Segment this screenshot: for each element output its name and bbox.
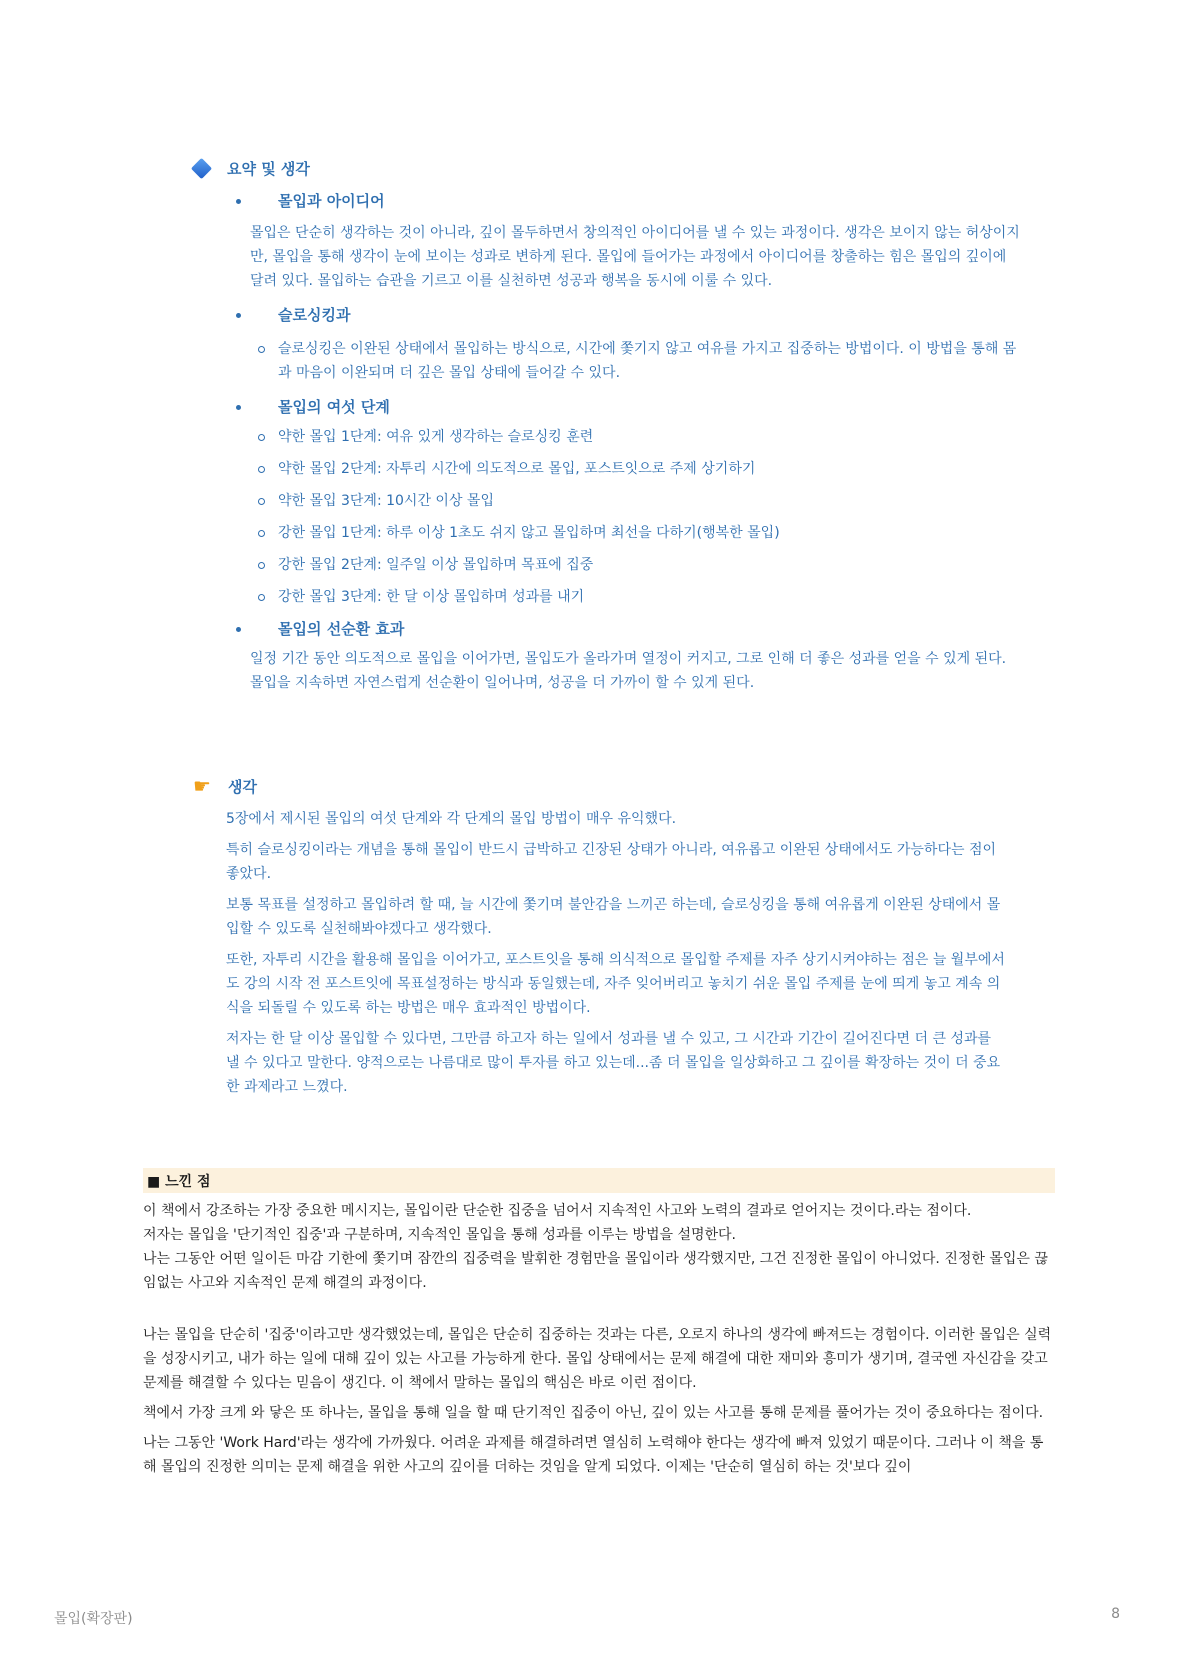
pointing-hand-icon: ☛ (193, 774, 211, 798)
felt-paragraph: 나는 그동안 어떤 일이든 마감 기한에 쫓기며 잠깐의 집중력을 발휘한 경험만을 몰입이라 생각했지만, 그건 진정한 몰입이 아니었다. 진정한 몰입은 끊임없는 사고와 지속적인 문제 해결의 과정이다. (143, 1251, 1048, 1291)
felt-paragraph: 나는 그동안 'Work Hard'라는 생각에 가까웠다. 어려운 과제를 해결하려면 열심히 노력해야 한다는 생각에 빠져 있었기 때문이다. 그러나 이 책을 통해 몰입의 진정한 의미는 문제 해결을 위한 사고의 깊이를 더하는 것임을 알게 되었다. 이제는 '단순히 열심히 하는 것'보다 깊이 (143, 1435, 1044, 1475)
page-number: 8 (1111, 1606, 1120, 1622)
ring-bullet-icon (258, 466, 265, 473)
bullet-paragraph: 몰입은 단순히 생각하는 것이 아니라, 깊이 몰두하면서 창의적인 아이디어를 낼 수 있는 과정이다. 생각은 보이지 않는 허상이지만, 몰입을 통해 생각이 눈에 보이는 성과로 변하게 된다. 몰입에 들어가는 과정에서 아이디어를 창출하는 힘은 몰입의 깊이에 달려 있다. 몰입하는 습관을 기르고 이를 실천하면 성공과 행복을 동시에 이룰 수 있다. (250, 225, 1020, 289)
thought-paragraph: 저자는 한 달 이상 몰입할 수 있다면, 그만큼 하고자 하는 일에서 성과를 낼 수 있고, 그 시간과 기간이 길어진다면 더 큰 성과를 낼 수 있다고 말한다. 양적으로는 나름대로 많이 투자를 하고 있는데...좀 더 몰입을 일상화하고 그 깊이를 확장하는 것이 더 중요한 과제라고 느꼈다. (226, 1031, 1001, 1095)
diamond-icon (191, 157, 212, 178)
sub-list-item (278, 425, 1023, 449)
ring-bullet-icon (258, 594, 265, 601)
list-item (190, 191, 1030, 211)
bullet-dot-icon (236, 405, 241, 410)
thought-paragraph: 보통 목표를 설정하고 몰입하려 할 때, 늘 시간에 쫓기며 불안감을 느끼곤 하는데, 슬로싱킹을 통해 여유롭게 이완된 상태에서 몰입할 수 있도록 실천해봐야겠다고 생각했다. (226, 897, 1001, 937)
thought-title: 생각 (228, 777, 257, 796)
felt-paragraph: 나는 몰입을 단순히 '집중'이라고만 생각했었는데, 몰입은 단순히 집중하는 것과는 다른, 오로지 하나의 생각에 빠져드는 경험이다. 이러한 몰입은 실력을 성장시키고, 내가 하는 일에 대해 깊이 있는 사고를 가능하게 한다. 몰입 상태에서는 문제 해결에 대한 재미와 흥미가 생기며, 결국엔 자신감을 갖고 문제를 해결할 수 있다는 믿음이 생긴다. 이 책에서 말하는 몰입의 핵심은 바로 이런 점이다. (143, 1327, 1052, 1391)
sub-list-item (278, 337, 1023, 385)
ring-bullet-icon (258, 530, 265, 537)
felt-paragraph: 책에서 가장 크게 와 닿은 또 하나는, 몰입을 통해 일을 할 때 단기적인 집중이 아닌, 깊이 있는 사고를 통해 문제를 풀어가는 것이 중요하다는 점이다. (143, 1405, 1044, 1421)
thought-paragraph: 특히 슬로싱킹이라는 개념을 통해 몰입이 반드시 급박하고 긴장된 상태가 아니라, 여유롭고 이완된 상태에서도 가능하다는 점이 좋았다. (226, 842, 996, 882)
sub-item-text: 강한 몰입 1단계: 하루 이상 1초도 쉬지 않고 몰입하며 최선을 다하기(행복한 몰입) (278, 525, 780, 541)
ring-bullet-icon (258, 434, 265, 441)
thought-heading (190, 773, 1030, 799)
bullet-paragraph: 일정 기간 동안 의도적으로 몰입을 이어가면, 몰입도가 올라가며 열정이 커지고, 그로 인해 더 좋은 성과를 얻을 수 있게 된다. 몰입을 지속하면 자연스럽게 선순환이 일어나며, 성공을 더 가까이 할 수 있게 된다. (250, 651, 1007, 691)
sub-item-text: 약한 몰입 1단계: 여유 있게 생각하는 슬로싱킹 훈련 (278, 429, 594, 445)
bullet-title: 슬로싱킹과 (278, 306, 351, 324)
felt-heading (143, 1168, 1055, 1193)
felt-paragraph: 이 책에서 강조하는 가장 중요한 메시지는, 몰입이란 단순한 집중을 넘어서 지속적인 사고와 노력의 결과로 얻어지는 것이다.라는 점이다. (143, 1203, 972, 1219)
list-item (190, 305, 1030, 325)
sub-list-item (278, 585, 1023, 609)
sub-list-item (278, 489, 1023, 513)
ring-bullet-icon (258, 346, 265, 353)
felt-paragraph: 저자는 몰입을 '단기적인 집중'과 구분하며, 지속적인 몰입을 통해 성과를 이루는 방법을 설명한다. (143, 1227, 736, 1243)
bullet-title: 몰입의 여섯 단계 (278, 398, 390, 416)
sub-item-text: 슬로싱킹은 이완된 상태에서 몰입하는 방식으로, 시간에 쫓기지 않고 여유를 가지고 집중하는 방법이다. 이 방법을 통해 몸과 마음이 이완되며 더 깊은 몰입 상태에 들어갈 수 있다. (278, 341, 1017, 381)
summary-title: 요약 및 생각 (227, 159, 310, 178)
bullet-title: 몰입의 선순환 효과 (278, 620, 405, 638)
sub-item-text: 약한 몰입 3단계: 10시간 이상 몰입 (278, 493, 494, 509)
list-item (190, 619, 1030, 639)
ring-bullet-icon (258, 498, 265, 505)
summary-section (190, 155, 1030, 695)
thought-section (190, 773, 1030, 1106)
bullet-dot-icon (236, 199, 241, 204)
ring-bullet-icon (258, 562, 265, 569)
felt-section (143, 1168, 1055, 1485)
thought-paragraph: 5장에서 제시된 몰입의 여섯 단계와 각 단계의 몰입 방법이 매우 유익했다. (226, 811, 677, 827)
sub-list-item (278, 521, 1023, 545)
sub-list-item (278, 457, 1023, 481)
bullet-dot-icon (236, 627, 241, 632)
summary-heading (190, 155, 1030, 181)
footer-book-title: 몰입(확장판) (54, 1611, 133, 1627)
bullet-dot-icon (236, 313, 241, 318)
sub-item-text: 약한 몰입 2단계: 자투리 시간에 의도적으로 몰입, 포스트잇으로 주제 상기하기 (278, 461, 756, 477)
list-item (190, 397, 1030, 417)
sub-list-item (278, 553, 1023, 577)
bullet-title: 몰입과 아이디어 (278, 192, 385, 210)
sub-item-text: 강한 몰입 3단계: 한 달 이상 몰입하며 성과를 내기 (278, 589, 585, 605)
felt-title: ■ 느낀 점 (147, 1173, 211, 1190)
thought-paragraph: 또한, 자투리 시간을 활용해 몰입을 이어가고, 포스트잇을 통해 의식적으로 몰입할 주제를 자주 상기시켜야하는 점은 늘 월부에서도 강의 시작 전 포스트잇에 목표설정하는 방식과 동일했는데, 자주 잊어버리고 놓치기 쉬운 몰입 주제를 눈에 띄게 놓고 계속 의식을 되돌릴 수 있도록 하는 방법은 매우 효과적인 방법이다. (226, 952, 1005, 1016)
sub-item-text: 강한 몰입 2단계: 일주일 이상 몰입하며 목표에 집중 (278, 557, 594, 573)
